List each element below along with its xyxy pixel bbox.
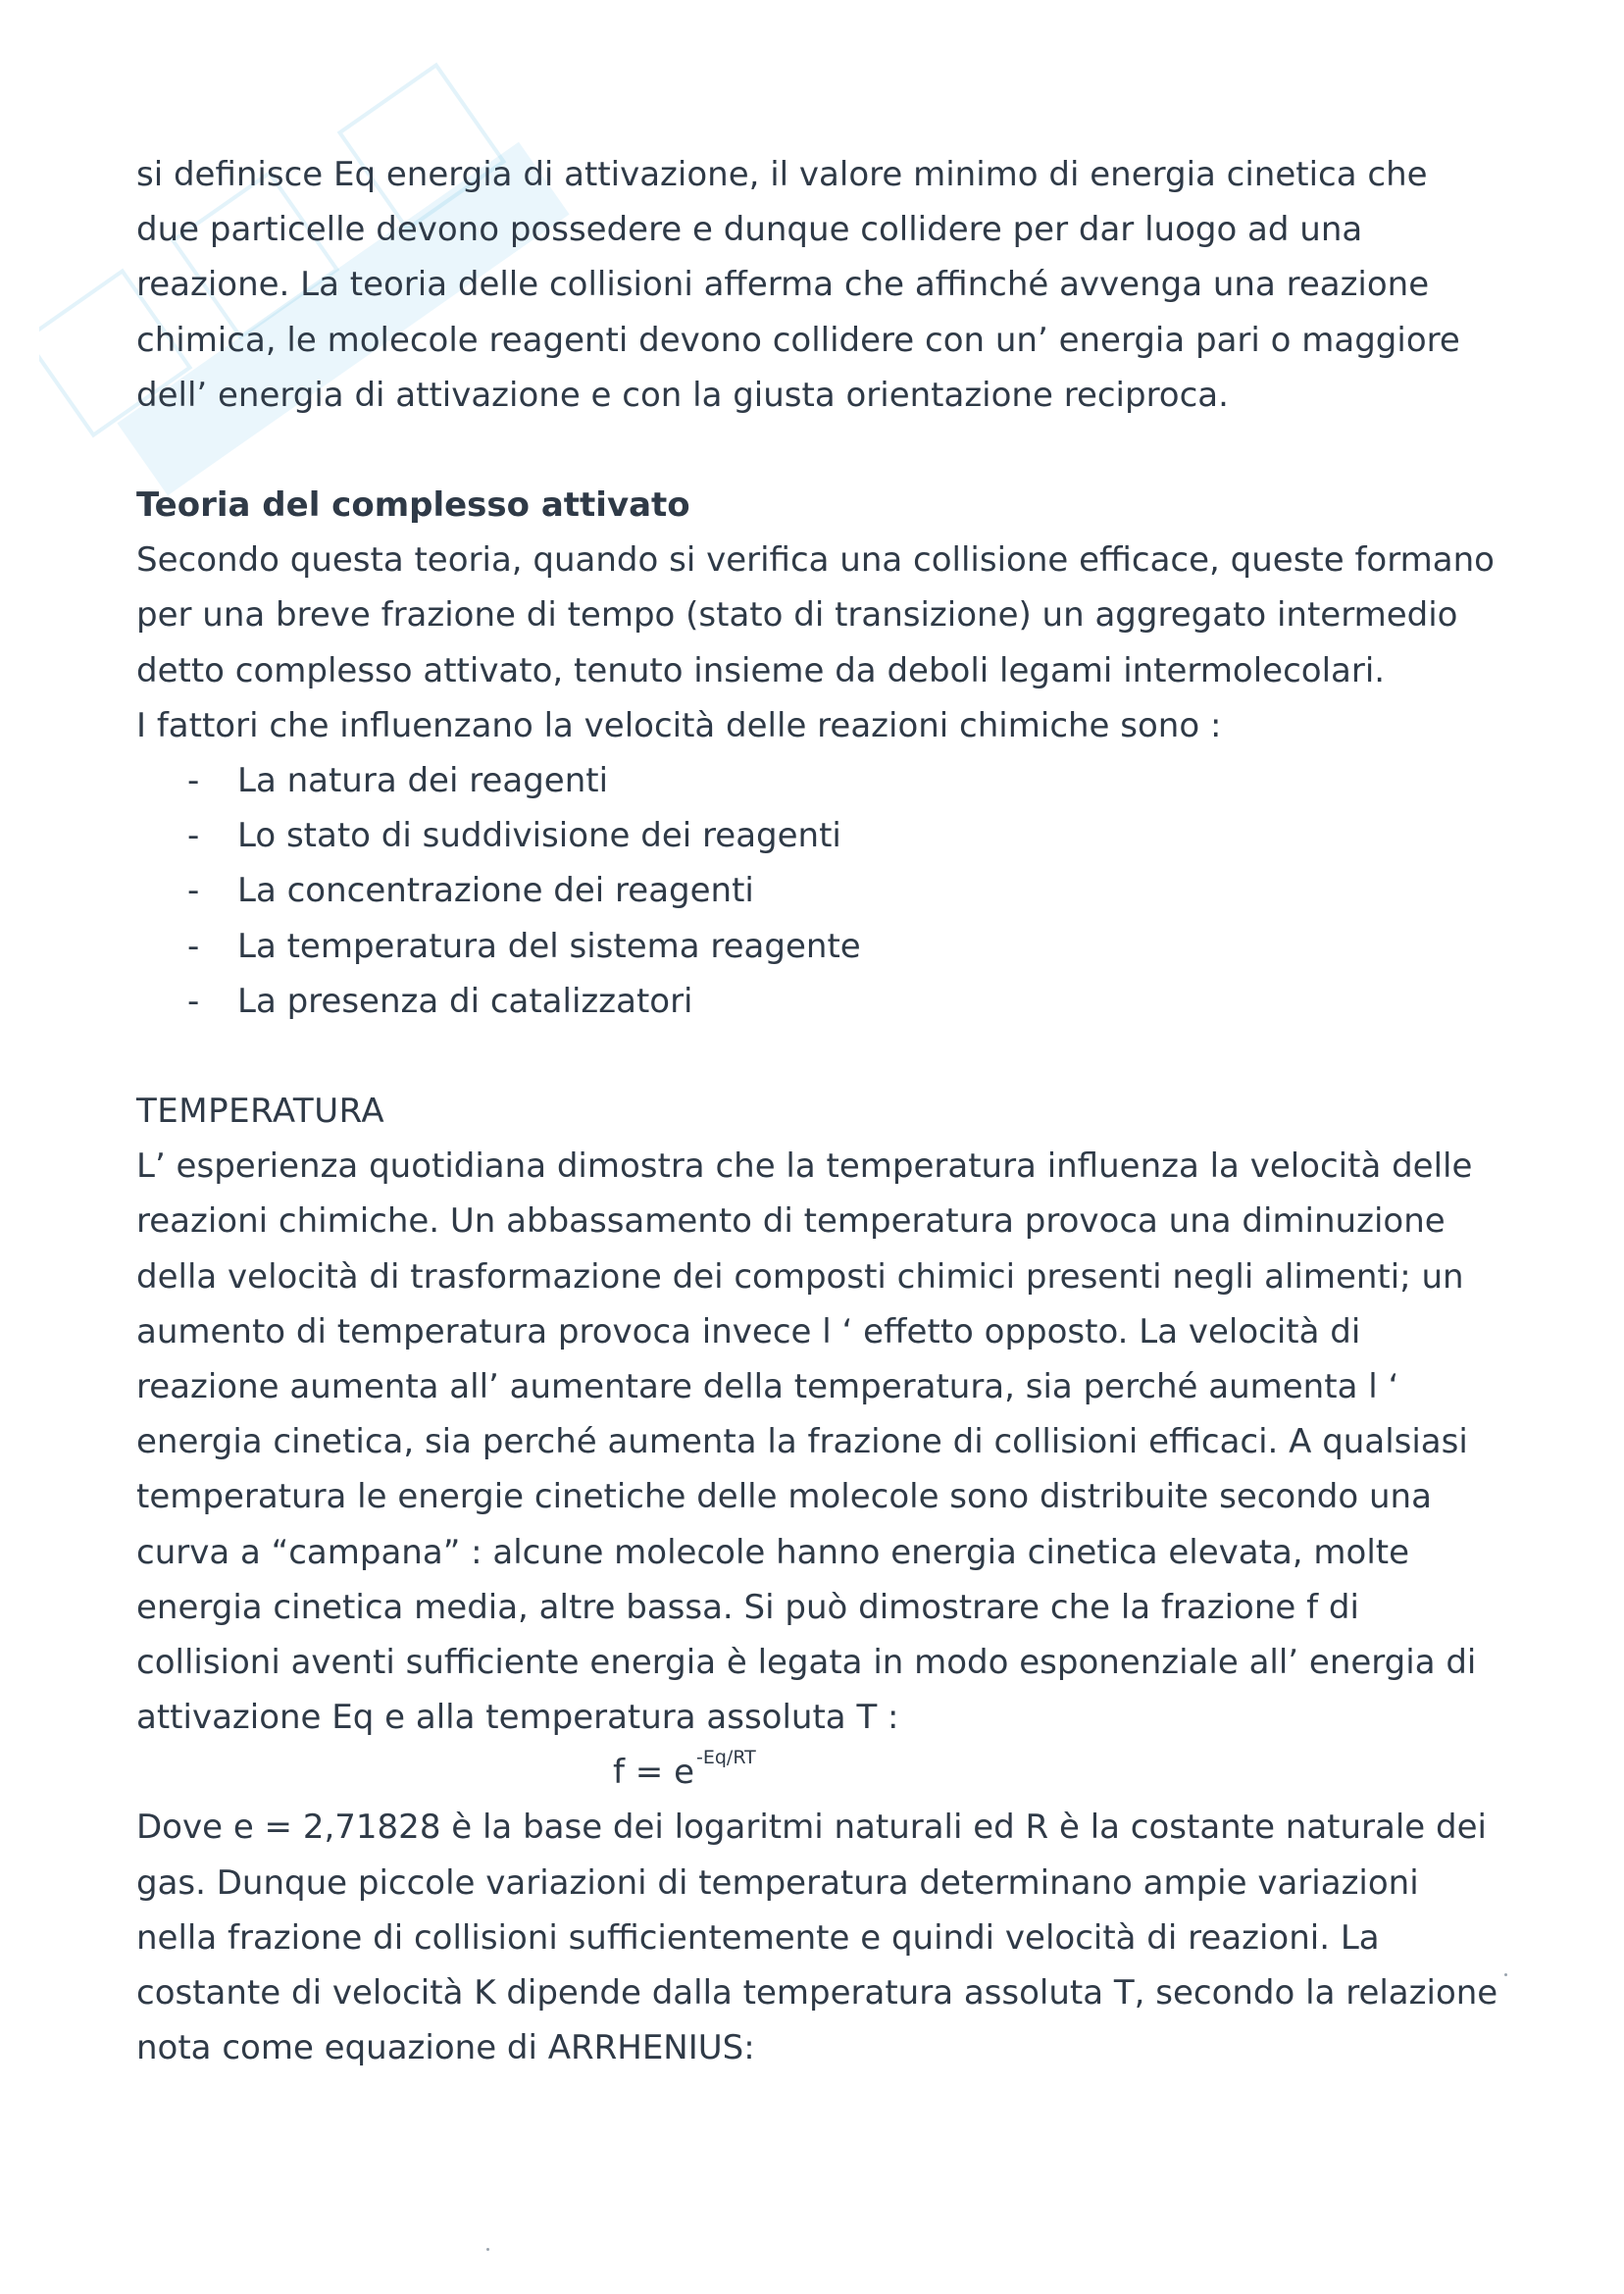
list-bullet: - xyxy=(187,816,200,856)
list-item xyxy=(136,919,1499,974)
scan-speck xyxy=(1504,1973,1507,1976)
list-item-text: La presenza di catalizzatori xyxy=(237,981,693,1021)
list-bullet: - xyxy=(187,926,200,966)
list-bullet: - xyxy=(187,981,200,1021)
section-heading-temperatura: TEMPERATURA xyxy=(136,1092,385,1132)
list-bullet: - xyxy=(187,761,200,801)
list-bullet: - xyxy=(187,871,200,911)
list-item-text: Lo stato di suddivisione dei reagenti xyxy=(237,816,841,856)
spacer xyxy=(136,1029,1499,1084)
temperatura-paragraph: L’ esperienza quotidiana dimostra che la temperatura influenza la velocità delle reazioni chimiche. Un abbassamento di temperatura provoca una diminuzione della velocità di trasformazione dei composti chimici presenti negli alimenti; un aumento di temperatura provoca invece l ‘ effetto opposto. La velocità di reazione aumenta all’ aumentare della temperatura, sia perché aumenta l ‘ energia cinetica, sia perché aumenta la frazione di collisioni efficaci. A qualsiasi temperatura le energie cinetiche delle molecole sono distribuite secondo una curva a “campana” : alcune molecole hanno energia cinetica elevata, molte energia cinetica media, altre bassa. Si può dimostrare che la frazione f di collisioni aventi sufficiente energia è legata in modo esponenziale all’ energia di attivazione Eq e alla temperatura assoluta T : xyxy=(136,1147,1477,1738)
page-content xyxy=(136,147,1499,2076)
formula-base: f = e xyxy=(613,1753,694,1793)
list-item xyxy=(136,753,1499,808)
list-item-text: La concentrazione dei reagenti xyxy=(237,871,754,911)
formula-exponent: -Eq/RT xyxy=(696,1747,756,1769)
section-heading-complesso-attivato: Teoria del complesso attivato xyxy=(136,485,690,526)
list-item xyxy=(136,863,1499,918)
factors-intro: I fattori che influenzano la velocità delle reazioni chimiche sono : xyxy=(136,705,1222,745)
formula-collision-fraction xyxy=(136,1745,1499,1800)
list-item xyxy=(136,974,1499,1029)
list-item-text: La natura dei reagenti xyxy=(237,761,609,801)
scan-speck xyxy=(486,2248,489,2251)
list-item xyxy=(136,808,1499,863)
complesso-attivato-paragraph: Secondo questa teoria, quando si verifica una collisione efficace, queste formano per una breve frazione di tempo (stato di transizione) un aggregato intermedio detto complesso attivato, tenuto insieme da deboli legami intermolecolari. xyxy=(136,540,1495,690)
list-item-text: La temperatura del sistema reagente xyxy=(237,926,861,966)
factors-list xyxy=(136,753,1499,1029)
intro-paragraph: si definisce Eq energia di attivazione, il valore minimo di energia cinetica che due particelle devono possedere e dunque collidere per dar luogo ad una reazione. La teoria delle collisioni afferma che affinché avvenga una reazione chimica, le molecole reagenti devono collidere con un’ energia pari o maggiore dell’ energia di attivazione e con la giusta orientazione reciproca. xyxy=(136,155,1460,415)
spacer xyxy=(136,423,1499,478)
arrhenius-paragraph: Dove e = 2,71828 è la base dei logaritmi naturali ed R è la costante naturale dei gas. Dunque piccole variazioni di temperatura determinano ampie variazioni nella frazione di collisioni sufficientemente e quindi velocità di reazioni. La costante di velocità K dipende dalla temperatura assoluta T, secondo la relazione nota come equazione di ARRHENIUS: xyxy=(136,1808,1498,2068)
